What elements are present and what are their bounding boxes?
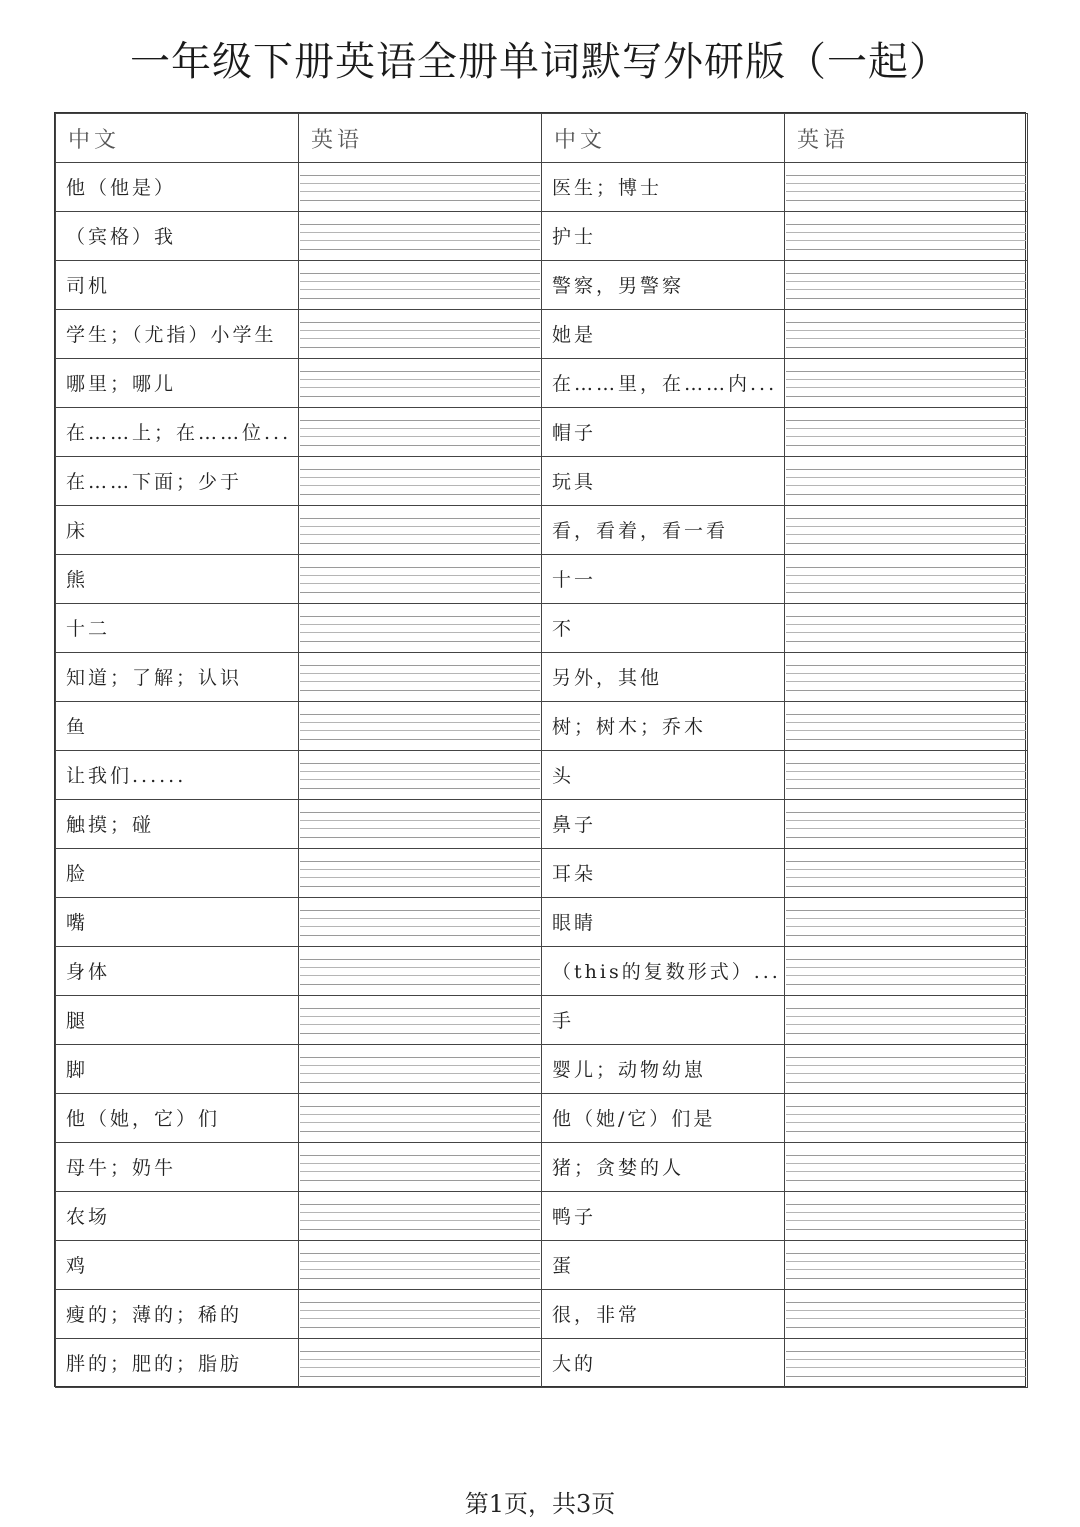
writing-lines bbox=[300, 1155, 540, 1181]
table-row bbox=[56, 1094, 1028, 1143]
english-answer-cell-left[interactable] bbox=[299, 310, 542, 359]
writing-lines bbox=[300, 469, 540, 495]
header-chinese-left: 中文 bbox=[56, 114, 299, 163]
chinese-word-left: 他（她，它）们 bbox=[56, 1094, 299, 1143]
chinese-word-right: 帽子 bbox=[542, 408, 785, 457]
english-answer-cell-left[interactable] bbox=[299, 1192, 542, 1241]
english-answer-cell-right[interactable] bbox=[785, 408, 1028, 457]
english-answer-cell-right[interactable] bbox=[785, 800, 1028, 849]
writing-lines bbox=[300, 910, 540, 936]
table-row bbox=[56, 1045, 1028, 1094]
vocabulary-table bbox=[54, 112, 1026, 1387]
page-footer: 第1页，共3页 bbox=[464, 1490, 616, 1518]
table-row bbox=[56, 1241, 1028, 1290]
chinese-word-right: 鼻子 bbox=[542, 800, 785, 849]
chinese-word-left: 瘦的；薄的；稀的 bbox=[56, 1290, 299, 1339]
writing-lines bbox=[786, 616, 1026, 642]
chinese-word-left: 腿 bbox=[56, 996, 299, 1045]
table-row bbox=[56, 604, 1028, 653]
writing-lines bbox=[300, 1106, 540, 1132]
writing-lines bbox=[786, 322, 1026, 348]
writing-lines bbox=[300, 322, 540, 348]
english-answer-cell-right[interactable] bbox=[785, 506, 1028, 555]
writing-lines bbox=[300, 420, 540, 446]
english-answer-cell-right[interactable] bbox=[785, 212, 1028, 261]
english-answer-cell-left[interactable] bbox=[299, 849, 542, 898]
chinese-word-left: 触摸；碰 bbox=[56, 800, 299, 849]
writing-lines bbox=[300, 1008, 540, 1034]
chinese-word-left: 胖的；肥的；脂肪 bbox=[56, 1339, 299, 1388]
writing-lines bbox=[786, 273, 1026, 299]
writing-lines bbox=[786, 1008, 1026, 1034]
header-english-right: 英语 bbox=[785, 114, 1028, 163]
writing-lines bbox=[786, 910, 1026, 936]
writing-lines bbox=[786, 812, 1026, 838]
writing-lines bbox=[786, 714, 1026, 740]
writing-lines bbox=[786, 1204, 1026, 1230]
chinese-word-right: 手 bbox=[542, 996, 785, 1045]
english-answer-cell-left[interactable] bbox=[299, 898, 542, 947]
chinese-word-right: 警察，男警察 bbox=[542, 261, 785, 310]
chinese-word-left: 知道；了解；认识 bbox=[56, 653, 299, 702]
chinese-word-left: 司机 bbox=[56, 261, 299, 310]
writing-lines bbox=[300, 518, 540, 544]
writing-lines bbox=[786, 224, 1026, 250]
chinese-word-right: 不 bbox=[542, 604, 785, 653]
table-row bbox=[56, 310, 1028, 359]
chinese-word-left: 他（他是） bbox=[56, 163, 299, 212]
writing-lines bbox=[300, 1351, 540, 1377]
writing-lines bbox=[786, 518, 1026, 544]
english-answer-cell-left[interactable] bbox=[299, 1241, 542, 1290]
table-row bbox=[56, 1339, 1028, 1388]
chinese-word-left: 让我们...... bbox=[56, 751, 299, 800]
writing-lines bbox=[300, 1204, 540, 1230]
english-answer-cell-left[interactable] bbox=[299, 996, 542, 1045]
writing-lines bbox=[300, 763, 540, 789]
english-answer-cell-left[interactable] bbox=[299, 506, 542, 555]
chinese-word-left: 床 bbox=[56, 506, 299, 555]
table-row bbox=[56, 457, 1028, 506]
english-answer-cell-left[interactable] bbox=[299, 800, 542, 849]
chinese-word-left: 农场 bbox=[56, 1192, 299, 1241]
header-english-left: 英语 bbox=[299, 114, 542, 163]
english-answer-cell-right[interactable] bbox=[785, 261, 1028, 310]
chinese-word-left: 嘴 bbox=[56, 898, 299, 947]
writing-lines bbox=[300, 665, 540, 691]
table-row bbox=[56, 408, 1028, 457]
table-row bbox=[56, 555, 1028, 604]
chinese-word-right: 她是 bbox=[542, 310, 785, 359]
chinese-word-right: 树；树木；乔木 bbox=[542, 702, 785, 751]
writing-lines bbox=[300, 175, 540, 201]
table-row bbox=[56, 1192, 1028, 1241]
chinese-word-right: 猪；贪婪的人 bbox=[542, 1143, 785, 1192]
chinese-word-right: 看，看着，看一看 bbox=[542, 506, 785, 555]
chinese-word-right: 玩具 bbox=[542, 457, 785, 506]
table-row bbox=[56, 849, 1028, 898]
chinese-word-right: （this的复数形式）... bbox=[542, 947, 785, 996]
english-answer-cell-left[interactable] bbox=[299, 408, 542, 457]
table-row bbox=[56, 653, 1028, 702]
writing-lines bbox=[786, 1106, 1026, 1132]
english-answer-cell-left[interactable] bbox=[299, 457, 542, 506]
header-chinese-right: 中文 bbox=[542, 114, 785, 163]
chinese-word-left: 鱼 bbox=[56, 702, 299, 751]
table-body bbox=[56, 163, 1028, 1388]
english-answer-cell-right[interactable] bbox=[785, 163, 1028, 212]
writing-lines bbox=[786, 175, 1026, 201]
chinese-word-right: 头 bbox=[542, 751, 785, 800]
writing-lines bbox=[300, 1057, 540, 1083]
chinese-word-right: 眼睛 bbox=[542, 898, 785, 947]
english-answer-cell-right[interactable] bbox=[785, 1094, 1028, 1143]
chinese-word-right: 另外，其他 bbox=[542, 653, 785, 702]
writing-lines bbox=[786, 1351, 1026, 1377]
table-row bbox=[56, 996, 1028, 1045]
table-row bbox=[56, 800, 1028, 849]
writing-lines bbox=[300, 273, 540, 299]
chinese-word-right: 在……里，在……内... bbox=[542, 359, 785, 408]
writing-lines bbox=[300, 861, 540, 887]
table-row bbox=[56, 212, 1028, 261]
chinese-word-left: 脸 bbox=[56, 849, 299, 898]
english-answer-cell-left[interactable] bbox=[299, 359, 542, 408]
english-answer-cell-left[interactable] bbox=[299, 947, 542, 996]
english-answer-cell-right[interactable] bbox=[785, 604, 1028, 653]
page-title: 一年级下册英语全册单词默写外研版（一起） bbox=[130, 39, 950, 85]
english-answer-cell-right[interactable] bbox=[785, 1192, 1028, 1241]
english-answer-cell-right[interactable] bbox=[785, 555, 1028, 604]
table-row bbox=[56, 1290, 1028, 1339]
english-answer-cell-right[interactable] bbox=[785, 653, 1028, 702]
table-row bbox=[56, 947, 1028, 996]
english-answer-cell-left[interactable] bbox=[299, 261, 542, 310]
english-answer-cell-left[interactable] bbox=[299, 604, 542, 653]
english-answer-cell-left[interactable] bbox=[299, 1339, 542, 1388]
writing-lines bbox=[300, 714, 540, 740]
chinese-word-left: 熊 bbox=[56, 555, 299, 604]
chinese-word-right: 大的 bbox=[542, 1339, 785, 1388]
english-answer-cell-left[interactable] bbox=[299, 1290, 542, 1339]
english-answer-cell-right[interactable] bbox=[785, 702, 1028, 751]
chinese-word-left: 身体 bbox=[56, 947, 299, 996]
table-row bbox=[56, 359, 1028, 408]
writing-lines bbox=[300, 224, 540, 250]
writing-lines bbox=[300, 1253, 540, 1279]
writing-lines bbox=[300, 371, 540, 397]
writing-lines bbox=[786, 665, 1026, 691]
chinese-word-left: 学生；（尤指）小学生 bbox=[56, 310, 299, 359]
chinese-word-left: 在……下面；少于 bbox=[56, 457, 299, 506]
english-answer-cell-left[interactable] bbox=[299, 751, 542, 800]
english-answer-cell-right[interactable] bbox=[785, 898, 1028, 947]
table-header-row bbox=[56, 114, 1028, 163]
writing-lines bbox=[300, 812, 540, 838]
writing-lines bbox=[300, 567, 540, 593]
writing-lines bbox=[786, 1155, 1026, 1181]
writing-lines bbox=[786, 1302, 1026, 1328]
table-row bbox=[56, 751, 1028, 800]
english-answer-cell-right[interactable] bbox=[785, 751, 1028, 800]
chinese-word-left: 哪里；哪儿 bbox=[56, 359, 299, 408]
chinese-word-left: 脚 bbox=[56, 1045, 299, 1094]
chinese-word-right: 蛋 bbox=[542, 1241, 785, 1290]
english-answer-cell-right[interactable] bbox=[785, 996, 1028, 1045]
english-answer-cell-right[interactable] bbox=[785, 1290, 1028, 1339]
writing-lines bbox=[786, 763, 1026, 789]
chinese-word-right: 医生；博士 bbox=[542, 163, 785, 212]
chinese-word-left: 鸡 bbox=[56, 1241, 299, 1290]
english-answer-cell-right[interactable] bbox=[785, 849, 1028, 898]
writing-lines bbox=[300, 616, 540, 642]
english-answer-cell-right[interactable] bbox=[785, 1241, 1028, 1290]
chinese-word-right: 护士 bbox=[542, 212, 785, 261]
english-answer-cell-right[interactable] bbox=[785, 1339, 1028, 1388]
writing-lines bbox=[786, 420, 1026, 446]
writing-lines bbox=[300, 959, 540, 985]
table-row bbox=[56, 702, 1028, 751]
chinese-word-right: 耳朵 bbox=[542, 849, 785, 898]
english-answer-cell-left[interactable] bbox=[299, 1094, 542, 1143]
table-row bbox=[56, 1143, 1028, 1192]
table-row bbox=[56, 163, 1028, 212]
english-answer-cell-left[interactable] bbox=[299, 1045, 542, 1094]
writing-lines bbox=[300, 1302, 540, 1328]
english-answer-cell-right[interactable] bbox=[785, 359, 1028, 408]
chinese-word-right: 他（她/它）们是 bbox=[542, 1094, 785, 1143]
writing-lines bbox=[786, 861, 1026, 887]
chinese-word-right: 鸭子 bbox=[542, 1192, 785, 1241]
table-row bbox=[56, 506, 1028, 555]
chinese-word-left: 在……上；在……位... bbox=[56, 408, 299, 457]
english-answer-cell-right[interactable] bbox=[785, 1045, 1028, 1094]
chinese-word-left: （宾格）我 bbox=[56, 212, 299, 261]
english-answer-cell-left[interactable] bbox=[299, 163, 542, 212]
writing-lines bbox=[786, 469, 1026, 495]
chinese-word-right: 很，非常 bbox=[542, 1290, 785, 1339]
chinese-word-left: 十二 bbox=[56, 604, 299, 653]
table-row bbox=[56, 261, 1028, 310]
table-row bbox=[56, 898, 1028, 947]
english-answer-cell-right[interactable] bbox=[785, 1143, 1028, 1192]
english-answer-cell-right[interactable] bbox=[785, 310, 1028, 359]
chinese-word-left: 母牛；奶牛 bbox=[56, 1143, 299, 1192]
writing-lines bbox=[786, 371, 1026, 397]
english-answer-cell-left[interactable] bbox=[299, 1143, 542, 1192]
english-answer-cell-left[interactable] bbox=[299, 653, 542, 702]
writing-lines bbox=[786, 567, 1026, 593]
english-answer-cell-right[interactable] bbox=[785, 457, 1028, 506]
chinese-word-right: 婴儿；动物幼崽 bbox=[542, 1045, 785, 1094]
english-answer-cell-left[interactable] bbox=[299, 212, 542, 261]
english-answer-cell-left[interactable] bbox=[299, 555, 542, 604]
writing-lines bbox=[786, 959, 1026, 985]
english-answer-cell-left[interactable] bbox=[299, 702, 542, 751]
chinese-word-right: 十一 bbox=[542, 555, 785, 604]
english-answer-cell-right[interactable] bbox=[785, 947, 1028, 996]
writing-lines bbox=[786, 1057, 1026, 1083]
writing-lines bbox=[786, 1253, 1026, 1279]
